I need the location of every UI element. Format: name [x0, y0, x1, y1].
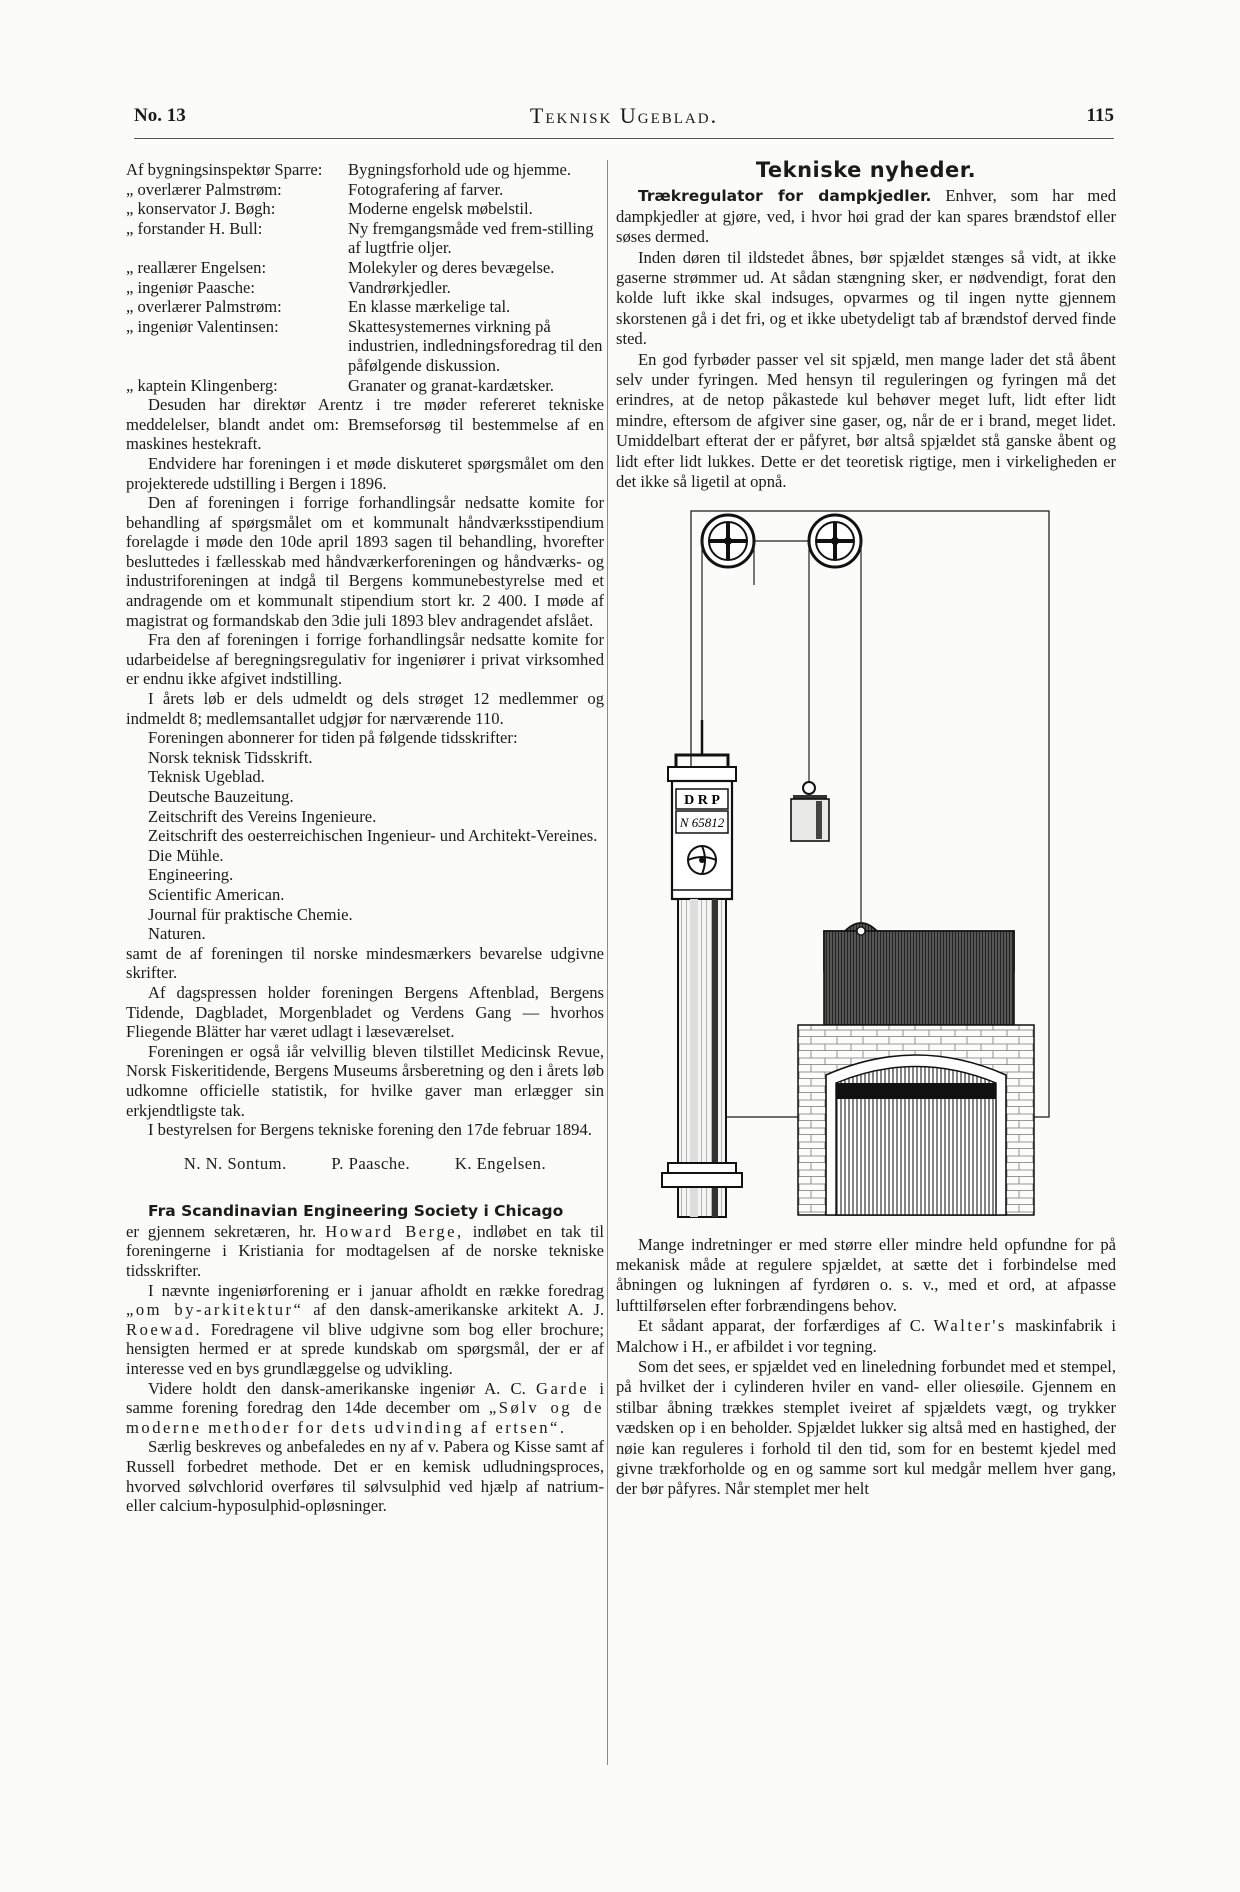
lecture-row — [126, 278, 604, 298]
lecture-list — [126, 160, 604, 395]
text-run: Et sådant apparat, der forfærdiges af C. — [638, 1316, 925, 1336]
page-header — [134, 105, 1114, 141]
paragraph: samt de af foreningen til norske mindesmærkers bevarelse udgivne skrifter. — [126, 943, 604, 983]
journal-item: Norsk teknisk Tidsskrift. — [148, 747, 313, 767]
paragraph: Fra den af foreningen i forrige forhandlingsår nedsatte komite for udarbeidelse af beregningsregulativ for ingeniører i privat virksomhed er endnu ikke afgivet indstilling. — [126, 630, 604, 689]
journal-list — [126, 748, 604, 944]
lecturer: „ ingeniør Valentinsen: — [126, 316, 279, 336]
section-title: Tekniske nyheder. — [755, 158, 977, 182]
figure-svg — [616, 505, 1116, 1227]
journal-item: Zeitschrift des Vereins Ingenieure. — [148, 806, 377, 826]
person-name: Roewad. — [126, 1319, 203, 1339]
lecture-title: „Sølv og de moderne methoder for dets udvinding af ertsen“. — [126, 1398, 604, 1437]
journal-item: Naturen. — [148, 924, 206, 944]
page-number: 115 — [1086, 105, 1114, 126]
plate-letters: D R P — [684, 792, 720, 808]
journal-item: Engineering. — [148, 865, 234, 885]
paragraph: I årets løb er dels udmeldt og dels strøget 12 medlemmer og indmeldt 8; medlemsantallet udgjør for nærværende 110. — [126, 689, 604, 728]
text-run: I nævnte ingeniørforening er i januar afholdt en række foredrag — [148, 1280, 604, 1300]
lecture-topic: Bygningsforhold ude og hjemme. — [348, 160, 572, 179]
text-run: er gjennem sekretæren, hr. — [126, 1221, 317, 1241]
regulator-cylinder — [662, 720, 742, 1217]
person-name: Garde — [536, 1378, 590, 1398]
journal-title: Teknisk Ugeblad. — [529, 103, 719, 128]
paragraph — [616, 1316, 1116, 1357]
paragraph: Særlig beskreves og anbefaledes en ny af v. Pabera og Kisse samt af Russell forbedret methode. Det er en kemisk udludningsproces, hvorved sølvchlorid overføres til sølvsulphid ved hjælp af natrium- eller calcium-hyposulphid-opløsninger. — [126, 1437, 604, 1516]
counterweight — [791, 782, 829, 841]
text-run: Videre holdt den dansk-amerikanske ingeniør A. C. — [148, 1378, 526, 1398]
lecturer: Af bygningsinspektør Sparre: — [126, 160, 323, 179]
lecture-row — [126, 180, 604, 200]
paragraph: Af dagspressen holder foreningen Bergens Aftenblad, Bergens Tidende, Dagbladet, Morgenbladet og Verdens Gang — hvorhos Fliegende Blätter har været udlagt i læseværelset. — [126, 982, 604, 1042]
lecture-title: „om by-arkitektur“ — [126, 1300, 304, 1320]
lecture-topic: Granater og granat-kardætsker. — [348, 375, 554, 395]
journal-item: Teknisk Ugeblad. — [148, 767, 265, 787]
damper-plate — [824, 923, 1014, 1025]
pulley-right — [809, 515, 861, 567]
paragraph: I bestyrelsen for Bergens tekniske forening den 17de februar 1894. — [148, 1120, 592, 1140]
text-run: indløbet en tak til foreningerne i Kristiania for modtagelsen af de norske tekniske tidsskrifter. — [126, 1221, 604, 1281]
article-lead: Trækregulator for dampkjedler. — [638, 187, 932, 206]
column-divider — [607, 160, 608, 1765]
lecture-topic: Ny fremgangsmåde ved frem-stilling af lugtfrie oljer. — [348, 218, 594, 258]
lecture-topic: Vandrørkjedler. — [348, 277, 451, 297]
plate-number: N 65812 — [679, 814, 725, 830]
paragraph: Desuden har direktør Arentz i tre møder refereret tekniske meddelelser, blandt andet om: Bremseforsøg til bestemmelse af en maskines hestekraft. — [126, 395, 604, 454]
text-run: Enhver, som har med dampkjedler at gjøre, ved, i hvor høi grad der kan spares brændstof eller søses dermed. — [616, 186, 1116, 247]
text-run: Foredragene vil blive udgivne som bog eller brochure; hensigten hermed er at sprede kundskab om spørgsmål, der er af interesse ved en bys grundlæggelse og udvikling. — [126, 1319, 605, 1379]
lecturer: „ overlærer Palmstrøm: — [126, 297, 282, 317]
journal-item: Zeitschrift des oesterreichischen Ingenieur- und Architekt-Vereines. — [148, 826, 598, 846]
paragraph: Foreningen er også iår velvillig bleven tilstillet Medicinsk Revue, Norsk Fiskeritidende, Bergens Museums årsberetning og den i årets løb udkomne officielle statistik, for hvilke gaver man erlægger sin erkjendtligste tak. — [126, 1041, 604, 1120]
lecture-row — [126, 317, 604, 376]
issue-number: No. 13 — [134, 105, 186, 126]
section-heading-text: Fra Scandinavian Engineering Society i Chicago — [148, 1202, 564, 1221]
signatures — [126, 1154, 604, 1174]
journal-item: Journal für praktische Chemie. — [148, 904, 353, 924]
left-column — [126, 160, 604, 1516]
lecture-topic: En klasse mærkelige tal. — [348, 297, 511, 317]
right-column — [616, 160, 1116, 1500]
lecturer: „ overlærer Palmstrøm: — [126, 179, 282, 199]
text-run: af den dansk-amerikanske arkitekt A. J. — [313, 1300, 604, 1320]
manufacturer-name: Walter's — [933, 1316, 1007, 1336]
lecture-row — [126, 160, 604, 180]
pulley-left — [702, 515, 754, 567]
signature: K. Engelsen. — [454, 1153, 547, 1173]
lecture-topic: Moderne engelsk møbelstil. — [348, 199, 533, 219]
lecture-row — [126, 199, 604, 219]
journal-item: Deutsche Bauzeitung. — [148, 787, 294, 806]
journal-item: Scientific American. — [148, 884, 285, 904]
paragraph: En god fyrbøder passer vel sit spjæld, men mange lader det stå åbent selv under fyringen. Med hensyn til reguleringen og fyringen må det erindres, at de netop påkastede kul behøver meget luft, lidt efter lidt mindre, eftersom de afgiver sine gaser, og, når de er i brand, meget lidet. Umiddelbart efterat der er påfyret, bør altså spjældet stå ganske åbent og lidt efter lidt lukkes. Dette er det teoretisk rigtige, men i virkeligheden er det ikke så ligetil at opnå. — [616, 349, 1116, 492]
paragraph: Som det sees, er spjældet ved en lineledning forbundet med et stempel, på hvilket der i cylinderen hviler en vand- eller oliesøile. Gjennem en stilbar åbning trækkes stemplet iveiret af spjældets vægt, og trykker vædsken op i en beholder. Spjældet lukker sig altså med en hastighed, der nøie kan reguleres i forhold til den tid, som for en bestemt kjedel med givne trækforholde og en og samme sort kul medgår mellem hver gang, der bør påfyres. Når stemplet mer helt — [616, 1356, 1116, 1499]
lecture-row — [126, 219, 604, 258]
lecture-topic: Skattesystemernes virkning på industrien, indledningsforedrag til den påfølgende diskussion. — [348, 316, 603, 375]
paragraph — [126, 1222, 604, 1281]
paragraph: Mange indretninger er med større eller mindre held opfundne for på mekanisk måde at regulere spjældet, at sætte det i forbindelse med åbningen og lukningen af fyrdøren o. s. v., med et ord, at afpasse lufttilførselen efter forbrændingens behov. — [616, 1234, 1116, 1315]
paragraph — [616, 186, 1116, 247]
furnace — [798, 1025, 1034, 1215]
draft-regulator-illustration — [616, 505, 1116, 1227]
lecture-row — [126, 258, 604, 278]
lecturer: „ konservator J. Bøgh: — [126, 199, 276, 219]
paragraph: Inden døren til ildstedet åbnes, bør spjældet stænges så vidt, at ikke gaserne strømmer ud. At sådan stængning sker, er nødvendigt, forat den kolde luft ikke skal indsuges, opvarmes og til ingen nytte gjennem skorstenen gå i det fri, og et ikke ubetydeligt tab af brændstof derved finde sted. — [616, 247, 1116, 349]
lecturer: „ kaptein Klingenberg: — [126, 375, 278, 395]
lecture-topic: Molekyler og deres bevægelse. — [348, 257, 555, 277]
text-run: i samme forening foredrag den 14de december om — [126, 1378, 605, 1418]
header-rule — [134, 138, 1114, 139]
paragraph — [126, 1281, 604, 1379]
text-run: maskinfabrik i Malchow i H., er afbildet i vor tegning. — [616, 1316, 1116, 1356]
lecture-row — [126, 297, 604, 317]
lecture-row — [126, 376, 604, 396]
paragraph: Endvidere har foreningen i et møde diskuteret spørgsmålet om den projekterede udstilling i Bergen i 1896. — [126, 453, 604, 493]
lecture-topic: Fotografering af farver. — [348, 179, 504, 199]
person-name: Howard Berge, — [325, 1221, 464, 1241]
section-heading — [126, 1201, 604, 1222]
signature: P. Paasche. — [331, 1153, 411, 1173]
paragraph: Den af foreningen i forrige forhandlingsår nedsatte komite for behandling af spørgsmålet om et kommunalt håndværksstipendium forelagde i møde den 10de april 1893 sagen til behandling, hvorefter besluttedes i fællesskab med håndværkerforeningen og håndværks- og industriforeningen at indgå til Bergens kommunebestyrelse med et andragende om et kommunalt stipendium stort kr. 2 400. I møde af magistrat og formandskab den 3die juli 1893 blev andragendet afslået. — [126, 493, 604, 630]
paragraph: Foreningen abonnerer for tiden på følgende tidsskrifter: — [148, 728, 518, 748]
signature: N. N. Sontum. — [183, 1153, 287, 1173]
lecturer: „ reallærer Engelsen: — [126, 257, 267, 277]
paragraph — [126, 1379, 604, 1438]
lecturer: „ ingeniør Paasche: — [126, 277, 256, 297]
lecturer: „ forstander H. Bull: — [126, 218, 263, 238]
journal-item: Die Mühle. — [148, 845, 224, 865]
